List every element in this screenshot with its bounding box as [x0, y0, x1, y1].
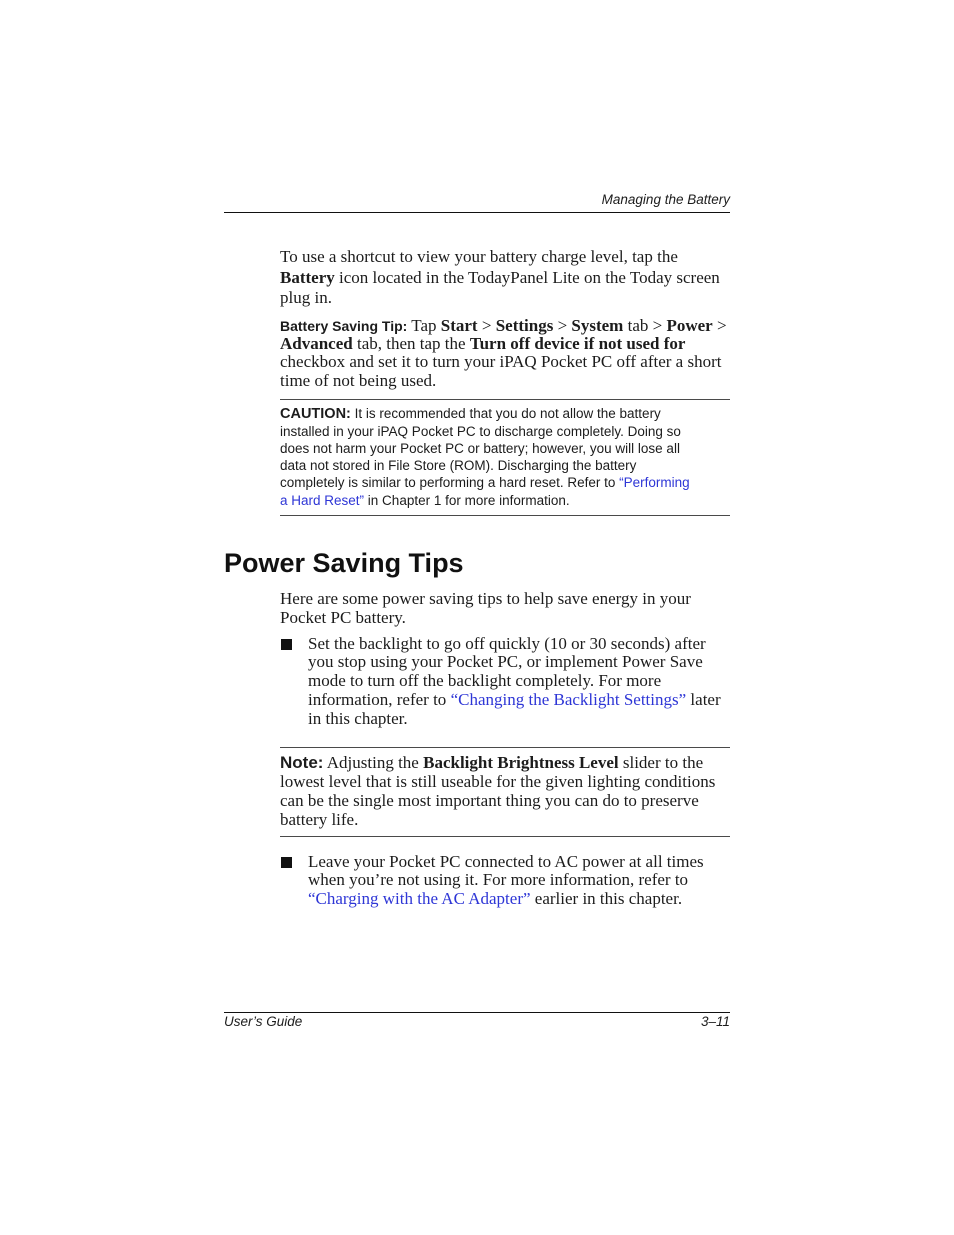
text-run: tab, then tap the — [352, 333, 470, 353]
text-run: earlier in this chapter. — [530, 888, 683, 908]
note-callout-line — [280, 753, 715, 772]
cross-reference-link[interactable]: a Hard Reset” — [280, 492, 365, 508]
callout-label: CAUTION: — [280, 405, 351, 422]
bold-term: Settings — [495, 315, 554, 335]
footer-page-number: 3–11 — [700, 1014, 730, 1029]
battery-saving-tip-line — [280, 317, 727, 335]
running-header-title: Managing the Battery — [601, 192, 730, 207]
text-run: Set the backlight to go off quickly (10 or 30 seconds) after — [308, 633, 706, 653]
caution-callout-line — [280, 423, 690, 440]
bold-term: Backlight Brightness Level — [423, 752, 619, 772]
note-callout-line — [280, 772, 715, 791]
cross-reference-link[interactable]: “Performing — [619, 475, 690, 491]
text-run: data not stored in File Store (ROM). Discharging the battery — [280, 458, 637, 474]
battery-saving-tip — [280, 317, 727, 391]
shortcut-paragraph-line — [280, 268, 720, 289]
bullet-item-ac-power-line — [308, 890, 704, 909]
text-run: in Chapter 1 for more information. — [364, 492, 570, 508]
caution-callout-line — [280, 405, 690, 423]
battery-saving-tip-line — [280, 353, 727, 371]
bold-term: Turn off device if not used for — [469, 333, 686, 353]
text-run: > — [477, 315, 496, 335]
footer-guide-title: User’s Guide — [224, 1014, 303, 1029]
text-run: Tap — [407, 315, 441, 335]
bullet-item-backlight-line — [308, 635, 721, 654]
text-run: plug in. — [280, 288, 332, 307]
bullet-item-backlight-line — [308, 672, 721, 691]
text-run: time of not being used. — [280, 370, 437, 390]
bold-term: Start — [440, 315, 478, 335]
text-run: To use a shortcut to view your battery charge level, tap the — [280, 247, 678, 266]
note-callout-line — [280, 791, 715, 810]
bold-term: Advanced — [280, 333, 353, 353]
text-run: Leave your Pocket PC connected to AC power at all times — [308, 851, 704, 871]
bold-term: Battery — [280, 267, 335, 287]
bullet-item-backlight-line — [308, 710, 721, 729]
header-rule — [224, 212, 730, 213]
intro-paragraph-line — [280, 608, 691, 627]
caution-callout — [280, 405, 690, 509]
text-run: Here are some power saving tips to help save energy in your — [280, 588, 691, 608]
caution-top-rule — [280, 399, 730, 400]
text-run: lowest level that is still useable for the given lighting conditions — [280, 771, 716, 791]
cross-reference-link[interactable]: “Charging with the AC Adapter” — [308, 888, 531, 908]
text-run: icon located in the TodayPanel Lite on the Today screen — [334, 267, 720, 287]
text-run: installed in your iPAQ Pocket PC to discharge completely. Doing so — [280, 423, 681, 439]
caution-callout-line — [280, 440, 690, 457]
shortcut-paragraph-line — [280, 288, 720, 309]
text-run: battery life. — [280, 809, 359, 829]
text-run: checkbox and set it to turn your iPAQ Pocket PC off after a short — [280, 352, 722, 372]
battery-saving-tip-line — [280, 372, 727, 390]
text-run: when you’re not using it. For more information, refer to — [308, 870, 689, 890]
bullet-item-ac-power-line — [308, 853, 704, 872]
bullet-marker — [281, 857, 292, 868]
text-run: > — [712, 315, 727, 335]
text-run: can be the single most important thing you can do to preserve — [280, 790, 699, 810]
bold-term: Power — [666, 315, 713, 335]
bullet-marker — [281, 639, 292, 650]
text-run: mode to turn off the backlight completely. For more — [308, 671, 662, 690]
note-bottom-rule — [280, 836, 730, 837]
note-callout — [280, 753, 715, 829]
caution-callout-line — [280, 474, 690, 491]
text-run: completely is similar to performing a hard reset. Refer to — [280, 475, 620, 491]
bullet-item-ac-power-line — [308, 871, 704, 890]
text-run: > — [553, 315, 572, 335]
callout-label: Note: — [280, 752, 324, 772]
footer-rule — [224, 1012, 730, 1013]
text-run: later — [686, 689, 721, 709]
text-run: tab > — [623, 315, 667, 335]
bullet-item-backlight — [308, 635, 721, 729]
bullet-item-ac-power — [308, 853, 704, 909]
bold-term: System — [571, 315, 624, 335]
battery-saving-tip-line — [280, 335, 727, 353]
text-run: It is recommended that you do not allow the battery — [350, 405, 661, 421]
intro-paragraph-line — [280, 589, 691, 608]
callout-label: Battery Saving Tip: — [280, 317, 408, 334]
text-run: information, refer to — [308, 689, 451, 709]
cross-reference-link[interactable]: “Changing the Backlight Settings” — [450, 689, 687, 709]
caution-bottom-rule — [280, 515, 730, 516]
intro-paragraph — [280, 589, 691, 627]
section-heading: Power Saving Tips — [224, 548, 464, 578]
bullet-item-backlight-line — [308, 691, 721, 710]
text-run: Pocket PC battery. — [280, 607, 406, 627]
caution-callout-line — [280, 457, 690, 474]
text-run: you stop using your Pocket PC, or implement Power Save — [308, 652, 703, 672]
shortcut-paragraph — [280, 247, 720, 309]
note-top-rule — [280, 747, 730, 748]
shortcut-paragraph-line — [280, 247, 720, 268]
caution-callout-line — [280, 492, 690, 509]
note-callout-line — [280, 810, 715, 829]
text-run: slider to the — [618, 752, 704, 772]
text-run: Adjusting the — [323, 752, 424, 772]
text-run: in this chapter. — [308, 708, 408, 728]
text-run: does not harm your Pocket PC or battery; however, you will lose all — [280, 440, 680, 456]
bullet-item-backlight-line — [308, 653, 721, 672]
